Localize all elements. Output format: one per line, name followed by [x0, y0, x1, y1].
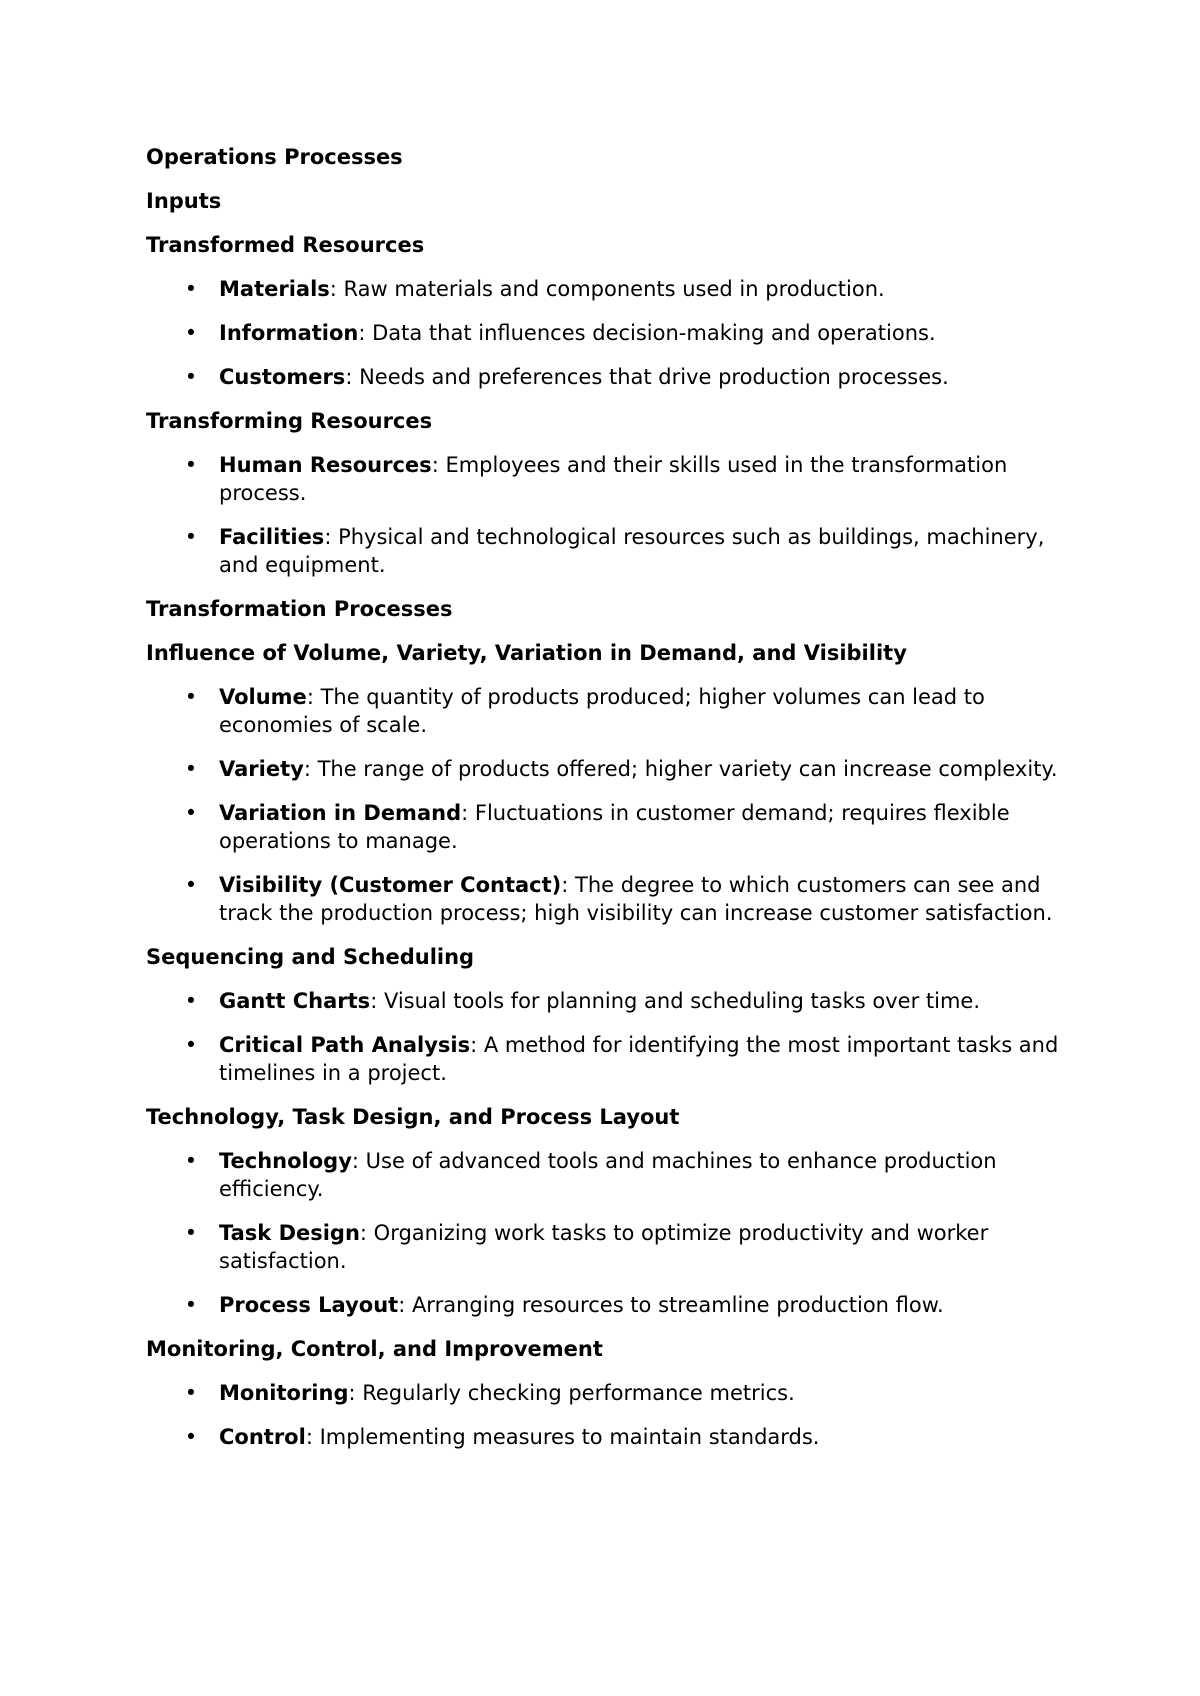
list-item-text: : Regularly checking performance metrics.	[348, 1381, 795, 1405]
heading-transformed-resources: Transformed Resources	[146, 233, 425, 257]
list-item-term: Materials	[219, 277, 330, 301]
list-technology-task-design	[146, 1147, 1076, 1319]
bullet-icon: •	[184, 1381, 198, 1405]
bullet-icon: •	[184, 321, 198, 345]
list-sequencing-and-scheduling	[146, 987, 1076, 1087]
list-item-term: Process Layout	[219, 1293, 399, 1317]
list-item	[146, 523, 1076, 579]
list-item	[146, 451, 1076, 507]
list-item-term: Control	[219, 1425, 306, 1449]
list-item-term: Variety	[219, 757, 304, 781]
list-transformed-resources	[146, 275, 1076, 391]
bullet-icon: •	[184, 365, 198, 389]
list-item-term: Variation in Demand	[219, 801, 462, 825]
heading-transforming-resources: Transforming Resources	[146, 409, 433, 433]
list-item-term: Human Resources	[219, 453, 432, 477]
list-item	[146, 1423, 1076, 1451]
bullet-icon: •	[184, 277, 198, 301]
list-item-term: Information	[219, 321, 359, 345]
list-item-text: : Raw materials and components used in production.	[329, 277, 885, 301]
bullet-icon: •	[184, 1425, 198, 1449]
list-item-term: Volume	[219, 685, 307, 709]
list-transforming-resources	[146, 451, 1076, 579]
heading-technology-task-design: Technology, Task Design, and Process Layout	[146, 1105, 680, 1129]
list-item	[146, 1147, 1076, 1203]
list-item-term: Critical Path Analysis	[219, 1033, 471, 1057]
document-page	[146, 143, 1076, 1467]
list-item-text: : Physical and technological resources such as buildings, machinery, and equipment.	[219, 525, 1045, 577]
bullet-icon: •	[184, 1149, 198, 1173]
list-item-text: : Organizing work tasks to optimize productivity and worker satisfaction.	[219, 1221, 989, 1273]
list-item	[146, 683, 1076, 739]
list-item	[146, 755, 1076, 783]
list-item	[146, 1291, 1076, 1319]
list-item-text: : Employees and their skills used in the transformation process.	[219, 453, 1008, 505]
list-item	[146, 1219, 1076, 1275]
list-item-text: : Data that influences decision-making and operations.	[358, 321, 936, 345]
bullet-icon: •	[184, 757, 198, 781]
heading-influence-of-volume: Influence of Volume, Variety, Variation in Demand, and Visibility	[146, 641, 907, 665]
list-item-text: : Fluctuations in customer demand; requires flexible operations to manage.	[219, 801, 1010, 853]
bullet-icon: •	[184, 453, 198, 477]
bullet-icon: •	[184, 989, 198, 1013]
list-four-vs	[146, 683, 1076, 927]
bullet-icon: •	[184, 1033, 198, 1057]
list-item-text: : Needs and preferences that drive production processes.	[345, 365, 949, 389]
list-item	[146, 319, 1076, 347]
heading-monitoring-control: Monitoring, Control, and Improvement	[146, 1337, 603, 1361]
list-item-term: Task Design	[219, 1221, 360, 1245]
list-item	[146, 275, 1076, 303]
list-item	[146, 1379, 1076, 1407]
list-item-text: : The range of products offered; higher variety can increase complexity.	[303, 757, 1058, 781]
list-item	[146, 1031, 1076, 1087]
list-item-text: : The degree to which customers can see and track the production process; high visibility can increase customer satisfaction.	[219, 873, 1053, 925]
list-item	[146, 799, 1076, 855]
bullet-icon: •	[184, 801, 198, 825]
list-item-term: Facilities	[219, 525, 325, 549]
list-item-term: Gantt Charts	[219, 989, 371, 1013]
bullet-icon: •	[184, 873, 198, 897]
list-item-term: Technology	[219, 1149, 352, 1173]
heading-inputs: Inputs	[146, 189, 222, 213]
list-item-term: Visibility (Customer Contact)	[219, 873, 562, 897]
list-item-term: Monitoring	[219, 1381, 349, 1405]
heading-sequencing-and-scheduling: Sequencing and Scheduling	[146, 945, 475, 969]
list-item-text: : Use of advanced tools and machines to enhance production efficiency.	[219, 1149, 997, 1201]
heading-operations-processes: Operations Processes	[146, 145, 403, 169]
bullet-icon: •	[184, 685, 198, 709]
list-item	[146, 871, 1076, 927]
list-item-text: : Visual tools for planning and scheduling tasks over time.	[370, 989, 981, 1013]
bullet-icon: •	[184, 1221, 198, 1245]
list-item	[146, 363, 1076, 391]
list-item-term: Customers	[219, 365, 346, 389]
list-item-text: : Implementing measures to maintain standards.	[305, 1425, 820, 1449]
list-item-text: : The quantity of products produced; higher volumes can lead to economies of scale.	[219, 685, 985, 737]
list-item-text: : A method for identifying the most important tasks and timelines in a project.	[219, 1033, 1059, 1085]
heading-transformation-processes: Transformation Processes	[146, 597, 453, 621]
bullet-icon: •	[184, 1293, 198, 1317]
list-item-text: : Arranging resources to streamline production flow.	[398, 1293, 944, 1317]
list-item	[146, 987, 1076, 1015]
list-monitoring-control	[146, 1379, 1076, 1451]
bullet-icon: •	[184, 525, 198, 549]
